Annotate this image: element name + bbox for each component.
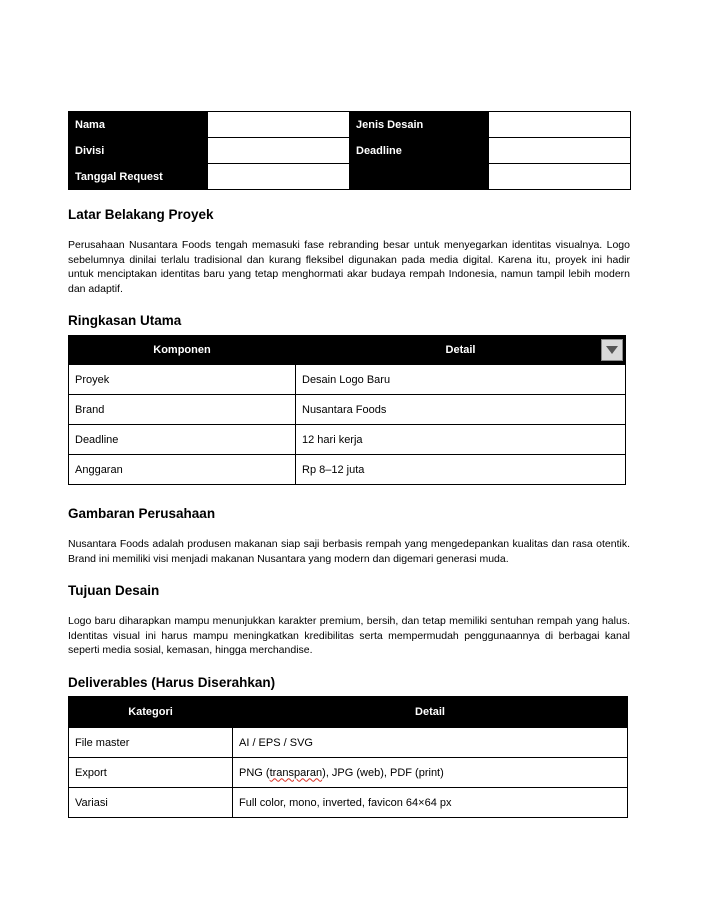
table-cell: Desain Logo Baru	[296, 365, 626, 395]
table-cell	[233, 728, 628, 758]
table-cell: 12 hari kerja	[296, 425, 626, 455]
design-type-label: Jenis Desain	[350, 112, 489, 138]
table-row	[69, 758, 628, 788]
summary-heading: Ringkasan Utama	[68, 313, 182, 328]
table-row	[69, 425, 626, 455]
division-value[interactable]	[208, 138, 350, 164]
table-cell	[233, 758, 628, 788]
table-header-row	[69, 336, 626, 365]
design-goal-heading: Tujuan Desain	[68, 583, 160, 598]
table-cell: Variasi	[69, 788, 233, 818]
table-cell: Rp 8–12 juta	[296, 455, 626, 485]
detail-column-header	[296, 336, 626, 365]
table-row	[69, 365, 626, 395]
table-cell	[233, 788, 628, 818]
empty-value-cell[interactable]	[489, 164, 631, 190]
table-cell: Export	[69, 758, 233, 788]
table-row	[69, 728, 628, 758]
table-row	[69, 138, 631, 164]
table-cell: Brand	[69, 395, 296, 425]
category-column-header: Kategori	[69, 697, 233, 728]
table-row	[69, 112, 631, 138]
summary-table	[68, 335, 626, 485]
component-column-header	[69, 336, 296, 365]
table-row	[69, 395, 626, 425]
design-goal-paragraph: Logo baru diharapkan mampu menunjukkan karakter premium, bersih, dan tetap memiliki sentuhan rempah yang halus. Identitas visual ini harus mampu meningkatkan kredibilitas serta mempermudah penggunaannya di berbagai kanal seperti media sosial, kemasan, hingga merchandise.	[68, 615, 630, 657]
table-header-row	[69, 697, 628, 728]
deliverables-table	[68, 696, 628, 818]
background-paragraph: Perusahaan Nusantara Foods tengah memasuki fase rebranding besar untuk menyegarkan identitas visualnya. Logo sebelumnya dinilai terlalu tradisional dan kurang fleksibel digunakan pada media digital. Karena itu, proyek ini hadir untuk menciptakan identitas baru yang tetap menghormati akar budaya rempah Indonesia, namun tampil lebih modern dan adaptif.	[68, 239, 630, 295]
deliverables-heading: Deliverables (Harus Diserahkan)	[68, 675, 276, 690]
spellcheck-word[interactable]: transparan	[269, 766, 323, 779]
detail-header-label: Detail	[445, 344, 476, 356]
table-cell: Nusantara Foods	[296, 395, 626, 425]
request-info-table	[68, 111, 631, 190]
cell-text: ), JPG (web), PDF (print)	[322, 766, 444, 779]
table-row	[69, 455, 626, 485]
name-value[interactable]	[208, 112, 350, 138]
component-header-label: Komponen	[153, 344, 211, 356]
request-date-label: Tanggal Request	[69, 164, 208, 190]
cell-text: Full color, mono, inverted, favicon 64×64 px	[239, 796, 452, 809]
table-cell: Deadline	[69, 425, 296, 455]
table-row	[69, 788, 628, 818]
detail-column-header: Detail	[233, 697, 628, 728]
cell-text: AI / EPS / SVG	[239, 736, 313, 749]
empty-label-cell	[350, 164, 489, 190]
company-overview-heading: Gambaran Perusahaan	[68, 506, 216, 521]
table-cell: Anggaran	[69, 455, 296, 485]
request-date-value[interactable]	[208, 164, 350, 190]
deadline-value[interactable]	[489, 138, 631, 164]
dropdown-arrow-icon[interactable]	[601, 339, 623, 361]
cell-text: PNG (	[239, 766, 270, 779]
table-cell: Proyek	[69, 365, 296, 395]
background-heading: Latar Belakang Proyek	[68, 207, 214, 222]
table-row	[69, 164, 631, 190]
name-label: Nama	[69, 112, 208, 138]
division-label: Divisi	[69, 138, 208, 164]
deadline-label: Deadline	[350, 138, 489, 164]
design-type-value[interactable]	[489, 112, 631, 138]
table-cell: File master	[69, 728, 233, 758]
company-overview-paragraph: Nusantara Foods adalah produsen makanan siap saji berbasis rempah yang mengedepankan kualitas dan rasa otentik. Brand ini memiliki visi menjadi makanan Nusantara yang modern dan digemari generasi muda.	[68, 538, 630, 565]
